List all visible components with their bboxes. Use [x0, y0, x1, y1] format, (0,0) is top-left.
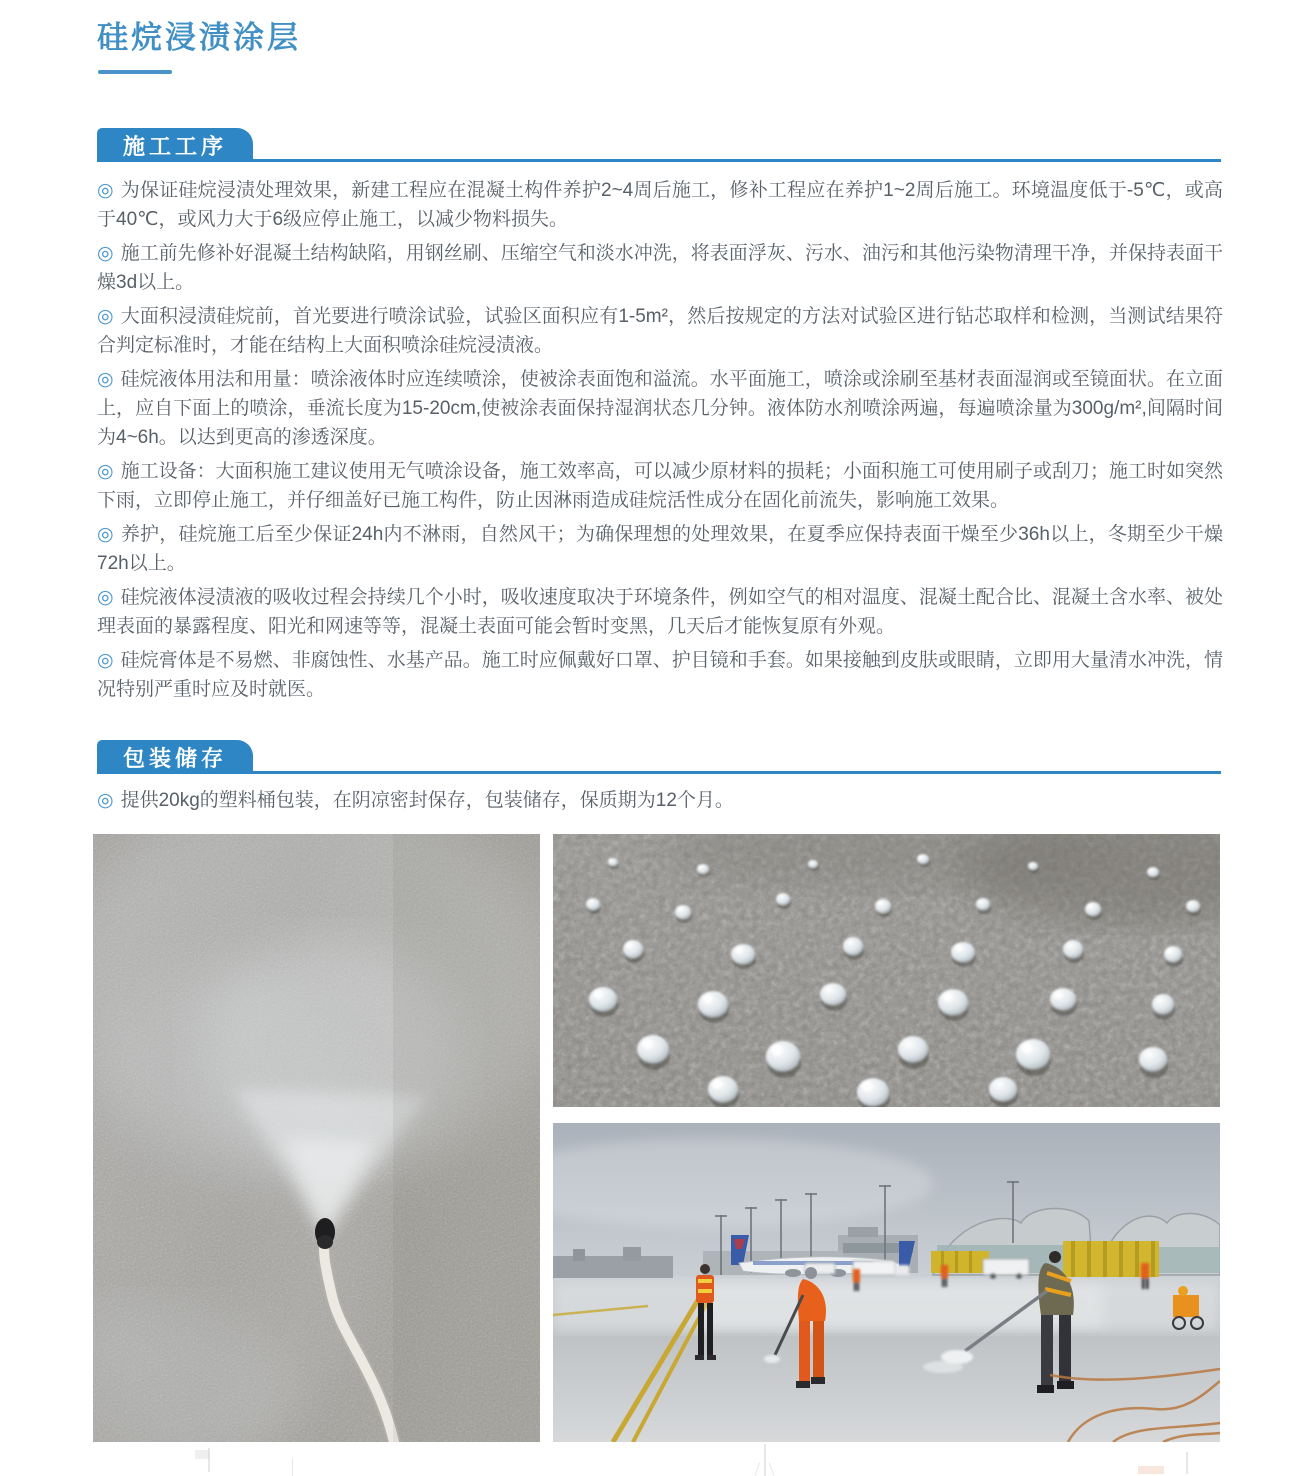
bullet-icon: ◎ [97, 461, 114, 482]
paragraph-text: 施工前先修补好混凝土结构缺陷，用钢丝刷、压缩空气和淡水冲洗，将表面浮灰、污水、油污和其他污染物清理干净，并保持表面干燥3d以上。 [97, 243, 1223, 293]
bullet-icon: ◎ [97, 790, 114, 811]
bullet-icon: ◎ [97, 650, 114, 671]
paragraph [97, 583, 1223, 641]
photo-airport-apron-spraying [553, 1123, 1220, 1442]
photo-water-beading-concrete [553, 834, 1220, 1107]
section-divider-line [97, 159, 1221, 162]
paragraph-text: 提供20kg的塑料桶包装，在阴凉密封保存，包装储存，保质期为12个月。 [120, 790, 734, 811]
bullet-icon: ◎ [97, 180, 114, 201]
paragraph [97, 457, 1223, 515]
packaging-storage-text [97, 786, 1223, 820]
paragraph-text: 硅烷液体用法和用量：喷涂液体时应连续喷涂，使被涂表面饱和溢流。水平面施工，喷涂或涂刷至基材表面湿润或至镜面状。在立面上，应自下面上的喷涂，垂流长度为15-20cm,使被涂表面保持湿润状态几分钟。液体防水剂喷涂两遍，每遍喷涂量为300g/m²,间隔时间为4~6h。以达到更高的渗透深度。 [97, 369, 1223, 448]
bullet-icon: ◎ [97, 369, 114, 390]
section-divider-line [97, 771, 1221, 774]
paragraph-text: 养护，硅烷施工后至少保证24h内不淋雨，自然风干；为确保理想的处理效果，在夏季应保持表面干燥至少36h以上，冬期至少干燥72h以上。 [97, 524, 1223, 574]
title-underline-dash [98, 70, 172, 74]
bullet-icon: ◎ [97, 306, 114, 327]
paragraph [97, 239, 1223, 297]
paragraph [97, 176, 1223, 234]
bullet-icon: ◎ [97, 587, 114, 608]
section-heading-label: 包装储存 [122, 745, 227, 771]
section-heading-construction-procedure [97, 128, 253, 162]
paragraph [97, 520, 1223, 578]
photo-wall-spraying [93, 834, 540, 1442]
paragraph [97, 365, 1223, 452]
paragraph-text: 硅烷膏体是不易燃、非腐蚀性、水基产品。施工时应佩戴好口罩、护目镜和手套。如果接触到皮肤或眼睛，立即用大量清水冲洗，情况特别严重时应及时就医。 [97, 650, 1223, 700]
paragraph-text: 硅烷液体浸渍液的吸收过程会持续几个小时，吸收速度取决于环境条件，例如空气的相对温度、混凝土配合比、混凝土含水率、被处理表面的暴露程度、阳光和网速等等，混凝土表面可能会暂时变黑，几天后才能恢复原有外观。 [97, 587, 1223, 637]
page-title: 硅烷浸渍涂层 [97, 20, 301, 55]
paragraph [97, 786, 1223, 815]
section-heading-label: 施工工序 [122, 133, 227, 159]
bullet-icon: ◎ [97, 524, 114, 545]
bullet-icon: ◎ [97, 243, 114, 264]
construction-procedure-text [97, 176, 1223, 709]
paragraph [97, 302, 1223, 360]
paragraph-text: 施工设备：大面积施工建议使用无气喷涂设备，施工效率高，可以减少原材料的损耗；小面积施工可使用刷子或刮刀；施工时如突然下雨，立即停止施工，并仔细盖好已施工构件，防止因淋雨造成硅烷活性成分在固化前流失，影响施工效果。 [97, 461, 1223, 511]
paragraph-text: 大面积浸渍硅烷前，首光要进行喷涂试验，试验区面积应有1-5m²，然后按规定的方法对试验区进行钻芯取样和检测，当测试结果符合判定标准时，才能在结构上大面积喷涂硅烷浸渍液。 [97, 306, 1223, 356]
section-heading-packaging-storage [97, 740, 253, 774]
paragraph-text: 为保证硅烷浸渍处理效果，新建工程应在混凝土构件养护2~4周后施工，修补工程应在养护1~2周后施工。环境温度低于-5℃，或高于40℃，或风力大于6级应停止施工，以减少物料损失。 [97, 180, 1223, 230]
paragraph [97, 646, 1223, 704]
